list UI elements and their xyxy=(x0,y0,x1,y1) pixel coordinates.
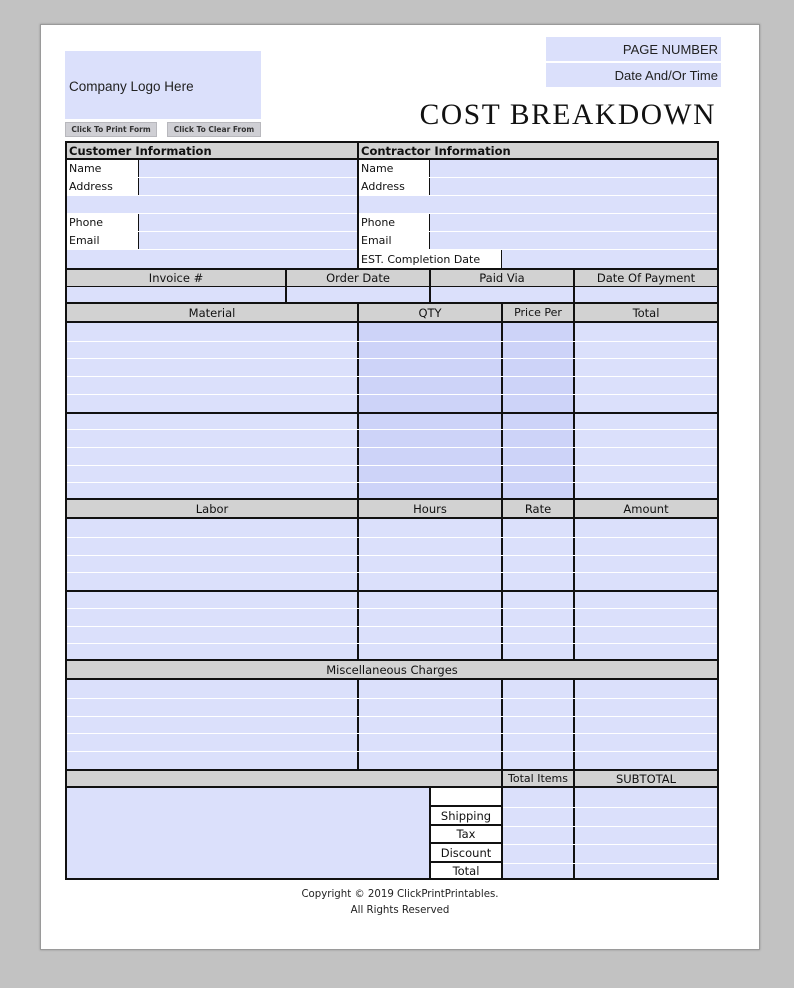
labor-row-lines xyxy=(67,519,717,659)
summary-body xyxy=(67,788,717,878)
completion-date-row xyxy=(359,250,717,268)
contractor-phone-label: Phone xyxy=(359,214,430,231)
customer-phone-label: Phone xyxy=(67,214,139,231)
rights-text: All Rights Reserved xyxy=(350,905,450,916)
labor-header-row xyxy=(67,500,717,519)
material-table xyxy=(67,323,717,500)
customer-name-label: Name xyxy=(67,160,139,177)
print-form-button[interactable]: Click To Print Form xyxy=(65,122,157,137)
hours-header: Hours xyxy=(359,500,503,517)
order-date-header: Order Date xyxy=(287,270,431,286)
contractor-email-row xyxy=(359,232,717,250)
row-separator xyxy=(67,358,717,359)
summary-header-spacer xyxy=(67,771,503,786)
material-header: Material xyxy=(67,304,359,321)
row-separator xyxy=(67,733,717,734)
contractor-name-label: Name xyxy=(359,160,430,177)
form-page xyxy=(40,24,760,950)
row-separator xyxy=(67,751,717,752)
row-separator xyxy=(67,716,717,717)
contractor-address-line2-input[interactable] xyxy=(359,196,717,214)
customer-name-input[interactable] xyxy=(139,160,357,177)
contractor-email-label: Email xyxy=(359,232,430,249)
row-separator xyxy=(67,698,717,699)
row-separator xyxy=(503,863,717,864)
copyright-footer xyxy=(41,887,759,919)
row-separator xyxy=(67,608,717,609)
page-number-field[interactable]: PAGE NUMBER xyxy=(546,37,721,61)
customer-notes-input[interactable] xyxy=(67,250,357,268)
row-separator xyxy=(67,341,717,342)
total-label: Total xyxy=(431,863,503,878)
misc-charges-header: Miscellaneous Charges xyxy=(326,662,458,677)
invoice-number-input[interactable] xyxy=(67,287,287,302)
contractor-info-block xyxy=(359,160,717,268)
total-header: Total xyxy=(632,305,660,320)
customer-phone-input[interactable] xyxy=(139,214,357,231)
info-body xyxy=(67,160,717,268)
notes-area[interactable] xyxy=(67,788,431,878)
paid-via-header: Paid Via xyxy=(431,270,575,286)
row-separator xyxy=(67,572,717,573)
price-per-header: Price Per xyxy=(503,304,575,321)
contractor-address-label: Address xyxy=(359,178,430,195)
customer-address-label: Address xyxy=(67,178,139,195)
completion-date-input[interactable] xyxy=(502,250,717,268)
row-separator xyxy=(67,429,717,430)
misc-table xyxy=(67,680,717,769)
contractor-name-input[interactable] xyxy=(430,160,717,177)
customer-email-row xyxy=(67,232,357,250)
customer-address-line2-input[interactable] xyxy=(67,196,357,214)
row-separator xyxy=(67,482,717,483)
date-of-payment-header: Date Of Payment xyxy=(596,271,696,285)
misc-row-lines xyxy=(67,680,717,769)
contractor-email-input[interactable] xyxy=(430,232,717,249)
row-separator xyxy=(67,412,717,414)
row-separator xyxy=(67,626,717,627)
contractor-address-row xyxy=(359,178,717,196)
customer-address-row xyxy=(67,178,357,196)
labor-header: Labor xyxy=(67,500,359,517)
subtotal-header: SUBTOTAL xyxy=(615,771,677,786)
row-separator xyxy=(67,376,717,377)
invoice-header-row xyxy=(67,268,717,287)
labor-table xyxy=(67,519,717,661)
contractor-phone-row xyxy=(359,214,717,232)
row-separator xyxy=(67,447,717,448)
total-items-header: Total Items xyxy=(503,771,575,786)
date-time-field[interactable]: Date And/Or Time xyxy=(546,63,721,87)
discount-label: Discount xyxy=(431,844,503,863)
summary-header-row xyxy=(67,769,717,788)
customer-address-input[interactable] xyxy=(139,178,357,195)
customer-info-block xyxy=(67,160,359,268)
clear-form-button[interactable]: Click To Clear From xyxy=(167,122,261,137)
row-separator xyxy=(67,394,717,395)
shipping-label: Shipping xyxy=(431,807,503,826)
row-separator xyxy=(67,590,717,592)
customer-phone-row xyxy=(67,214,357,232)
invoice-values-row xyxy=(67,287,717,304)
material-row-lines xyxy=(67,323,717,498)
paid-via-input[interactable] xyxy=(431,287,575,302)
misc-header-row xyxy=(67,661,717,680)
customer-email-label: Email xyxy=(67,232,139,249)
material-header-row xyxy=(67,304,717,323)
company-logo-placeholder[interactable]: Company Logo Here xyxy=(65,51,261,119)
contractor-phone-input[interactable] xyxy=(430,214,717,231)
contractor-name-row xyxy=(359,160,717,178)
page-title: COST BREAKDOWN xyxy=(419,99,716,131)
row-separator xyxy=(503,807,717,808)
date-of-payment-input[interactable] xyxy=(575,287,717,302)
contractor-address-input[interactable] xyxy=(430,178,717,195)
row-separator xyxy=(67,643,717,644)
completion-date-label: EST. Completion Date xyxy=(359,250,502,268)
total-items-blank xyxy=(431,788,503,807)
row-separator xyxy=(503,826,717,827)
customer-section-title: Customer Information xyxy=(67,143,359,158)
cost-breakdown-form xyxy=(65,141,719,880)
rate-header: Rate xyxy=(503,500,575,517)
row-separator xyxy=(503,844,717,845)
tax-label: Tax xyxy=(431,826,503,844)
row-separator xyxy=(67,465,717,466)
amount-header: Amount xyxy=(623,501,669,516)
copyright-text: Copyright © 2019 ClickPrintPrintables. xyxy=(301,889,499,900)
summary-row-lines xyxy=(503,788,717,878)
row-separator xyxy=(67,555,717,556)
invoice-number-header: Invoice # xyxy=(67,270,287,286)
customer-email-input[interactable] xyxy=(139,232,357,249)
customer-name-row xyxy=(67,160,357,178)
qty-header: QTY xyxy=(359,304,503,321)
contractor-section-title: Contractor Information xyxy=(361,143,511,158)
info-header-row xyxy=(67,143,717,160)
row-separator xyxy=(67,537,717,538)
order-date-input[interactable] xyxy=(287,287,431,302)
